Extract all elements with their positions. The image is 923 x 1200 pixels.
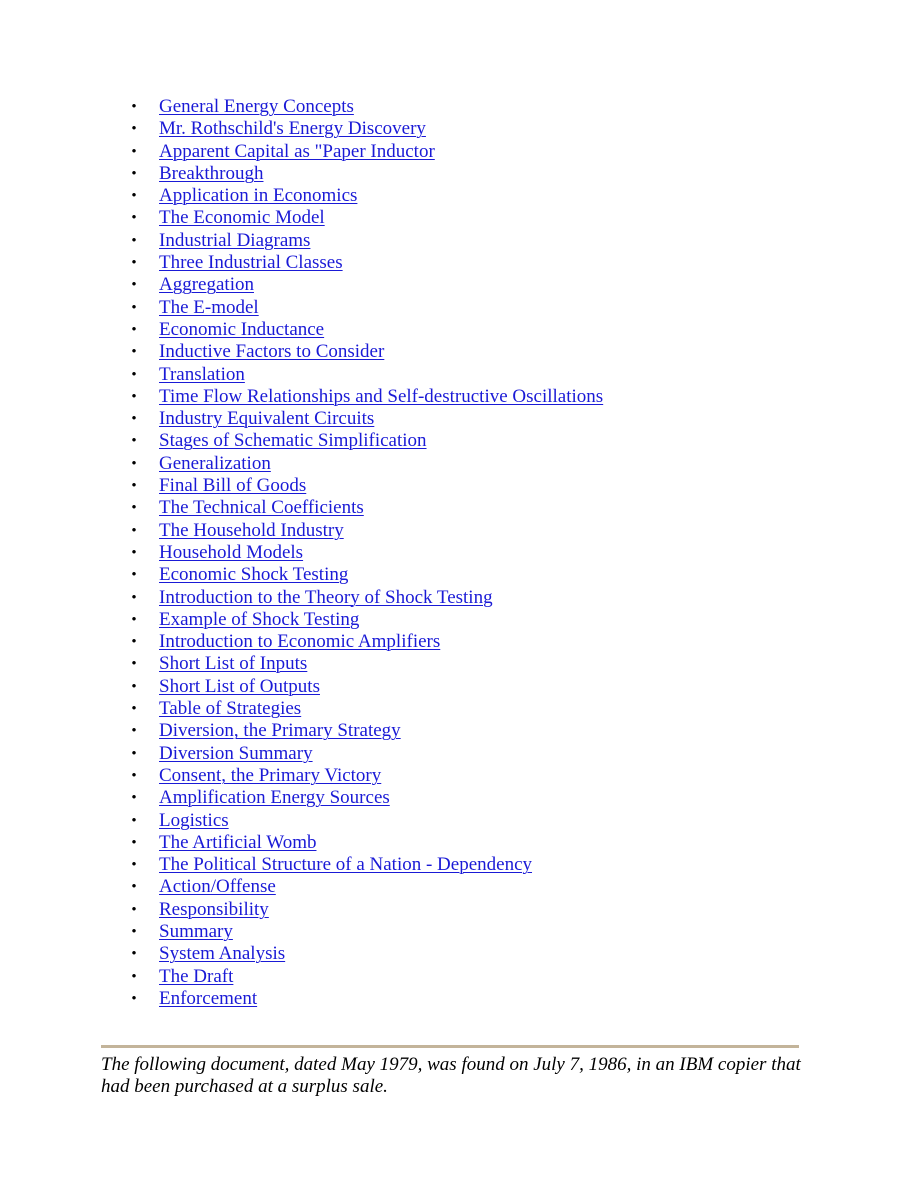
toc-link[interactable]: Translation	[159, 363, 245, 385]
list-item	[0, 118, 923, 140]
bullet-icon: •	[131, 790, 137, 807]
bullet-icon: •	[131, 723, 137, 740]
list-item	[0, 542, 923, 564]
list-item	[0, 430, 923, 452]
bullet-icon: •	[131, 678, 137, 695]
table-of-contents	[0, 96, 923, 1010]
list-item	[0, 765, 923, 787]
list-item	[0, 720, 923, 742]
bullet-icon: •	[131, 656, 137, 673]
toc-link[interactable]: System Analysis	[159, 943, 286, 965]
bullet-icon: •	[131, 99, 137, 115]
bullet-icon: •	[131, 589, 137, 606]
bullet-icon: •	[131, 634, 137, 651]
bullet-icon: •	[131, 165, 137, 182]
toc-link[interactable]: The Draft	[159, 965, 234, 987]
toc-link[interactable]: Time Flow Relationships and Self-destructive Oscillations	[159, 385, 604, 407]
bullet-icon: •	[131, 745, 137, 762]
toc-link[interactable]: The E-model	[159, 296, 259, 318]
list-item	[0, 698, 923, 720]
list-item	[0, 676, 923, 698]
toc-link[interactable]: Mr. Rothschild's Energy Discovery	[159, 118, 426, 140]
bullet-icon: •	[131, 478, 137, 495]
bullet-icon: •	[131, 411, 137, 428]
list-item	[0, 966, 923, 988]
list-item	[0, 988, 923, 1010]
toc-link[interactable]: Responsibility	[159, 898, 269, 920]
toc-link[interactable]: Stages of Schematic Simplification	[159, 430, 427, 452]
list-item	[0, 587, 923, 609]
bullet-icon: •	[131, 321, 137, 338]
toc-link[interactable]: Diversion, the Primary Strategy	[159, 720, 401, 742]
toc-link[interactable]: Final Bill of Goods	[159, 475, 307, 497]
bullet-icon: •	[131, 767, 137, 784]
list-item	[0, 207, 923, 229]
bullet-icon: •	[131, 277, 137, 294]
toc-link[interactable]: The Household Industry	[159, 519, 344, 541]
bullet-icon: •	[131, 121, 137, 138]
list-item	[0, 141, 923, 163]
list-item	[0, 96, 923, 118]
bullet-icon: •	[131, 255, 137, 272]
bullet-icon: •	[131, 522, 137, 539]
bullet-icon: •	[131, 433, 137, 450]
toc-link[interactable]: The Technical Coefficients	[159, 497, 364, 519]
toc-link[interactable]: Amplification Energy Sources	[159, 787, 390, 809]
toc-link[interactable]: Enforcement	[159, 987, 258, 1009]
list-item	[0, 408, 923, 430]
list-item	[0, 297, 923, 319]
bullet-icon: •	[131, 968, 137, 985]
toc-link[interactable]: Introduction to Economic Amplifiers	[159, 631, 441, 653]
toc-link[interactable]: Inductive Factors to Consider	[159, 341, 385, 363]
toc-link[interactable]: Apparent Capital as "Paper Inductor	[159, 140, 435, 162]
list-item	[0, 475, 923, 497]
toc-link[interactable]: Household Models	[159, 541, 304, 563]
list-item	[0, 631, 923, 653]
toc-link[interactable]: Short List of Inputs	[159, 653, 308, 675]
bullet-icon: •	[131, 923, 137, 940]
list-item	[0, 943, 923, 965]
list-item	[0, 899, 923, 921]
toc-link[interactable]: Table of Strategies	[159, 698, 302, 720]
bullet-icon: •	[131, 210, 137, 227]
toc-link[interactable]: The Political Structure of a Nation - Dependency	[159, 854, 533, 876]
list-item	[0, 653, 923, 675]
toc-link[interactable]: Economic Shock Testing	[159, 564, 349, 586]
list-item	[0, 163, 923, 185]
bullet-icon: •	[131, 857, 137, 874]
list-item	[0, 274, 923, 296]
bullet-icon: •	[131, 188, 137, 205]
toc-link[interactable]: Industry Equivalent Circuits	[159, 408, 375, 430]
list-item	[0, 520, 923, 542]
toc-link[interactable]: Summary	[159, 920, 233, 942]
bullet-icon: •	[131, 879, 137, 896]
bullet-icon: •	[131, 990, 137, 1007]
bullet-icon: •	[131, 388, 137, 405]
toc-link[interactable]: Short List of Outputs	[159, 675, 320, 697]
bullet-icon: •	[131, 544, 137, 561]
list-item	[0, 497, 923, 519]
toc-link[interactable]: Example of Shock Testing	[159, 608, 360, 630]
bullet-icon: •	[131, 455, 137, 472]
list-item	[0, 854, 923, 876]
toc-link[interactable]: Consent, the Primary Victory	[159, 764, 382, 786]
bullet-icon: •	[131, 812, 137, 829]
toc-link[interactable]: Industrial Diagrams	[159, 229, 311, 251]
toc-link[interactable]: Application in Economics	[159, 185, 358, 207]
toc-link[interactable]: Logistics	[159, 809, 229, 831]
list-item	[0, 876, 923, 898]
list-item	[0, 921, 923, 943]
toc-link[interactable]: Aggregation	[159, 274, 254, 296]
list-item	[0, 609, 923, 631]
list-item	[0, 564, 923, 586]
bullet-icon: •	[131, 299, 137, 316]
divider	[101, 1045, 799, 1048]
bullet-icon: •	[131, 611, 137, 628]
bullet-icon: •	[131, 366, 137, 383]
list-item	[0, 341, 923, 363]
intro-note: The following document, dated May 1979, was found on July 7, 1986, in an IBM copier that had been purchased at a surplus sale.	[101, 1054, 801, 1097]
list-item	[0, 386, 923, 408]
list-item	[0, 787, 923, 809]
bullet-icon: •	[131, 344, 137, 361]
list-item	[0, 252, 923, 274]
bullet-icon: •	[131, 834, 137, 851]
toc-link[interactable]: Generalization	[159, 452, 271, 474]
bullet-icon: •	[131, 143, 137, 160]
list-item	[0, 230, 923, 252]
toc-link[interactable]: Breakthrough	[159, 162, 264, 184]
toc-link[interactable]: General Energy Concepts	[159, 96, 354, 117]
toc-link[interactable]: The Artificial Womb	[159, 831, 317, 853]
list-item	[0, 810, 923, 832]
toc-link[interactable]: Three Industrial Classes	[159, 252, 343, 274]
toc-link[interactable]: The Economic Model	[159, 207, 325, 229]
toc-link[interactable]: Diversion Summary	[159, 742, 313, 764]
bullet-icon: •	[131, 901, 137, 918]
toc-link[interactable]: Action/Offense	[159, 876, 276, 898]
list-item	[0, 364, 923, 386]
list-item	[0, 743, 923, 765]
bullet-icon: •	[131, 567, 137, 584]
list-item	[0, 832, 923, 854]
toc-link[interactable]: Economic Inductance	[159, 318, 325, 340]
list-item	[0, 319, 923, 341]
list-item	[0, 185, 923, 207]
bullet-icon: •	[131, 701, 137, 718]
bullet-icon: •	[131, 232, 137, 249]
bullet-icon: •	[131, 946, 137, 963]
bullet-icon: •	[131, 500, 137, 517]
list-item	[0, 453, 923, 475]
toc-link[interactable]: Introduction to the Theory of Shock Testing	[159, 586, 493, 608]
